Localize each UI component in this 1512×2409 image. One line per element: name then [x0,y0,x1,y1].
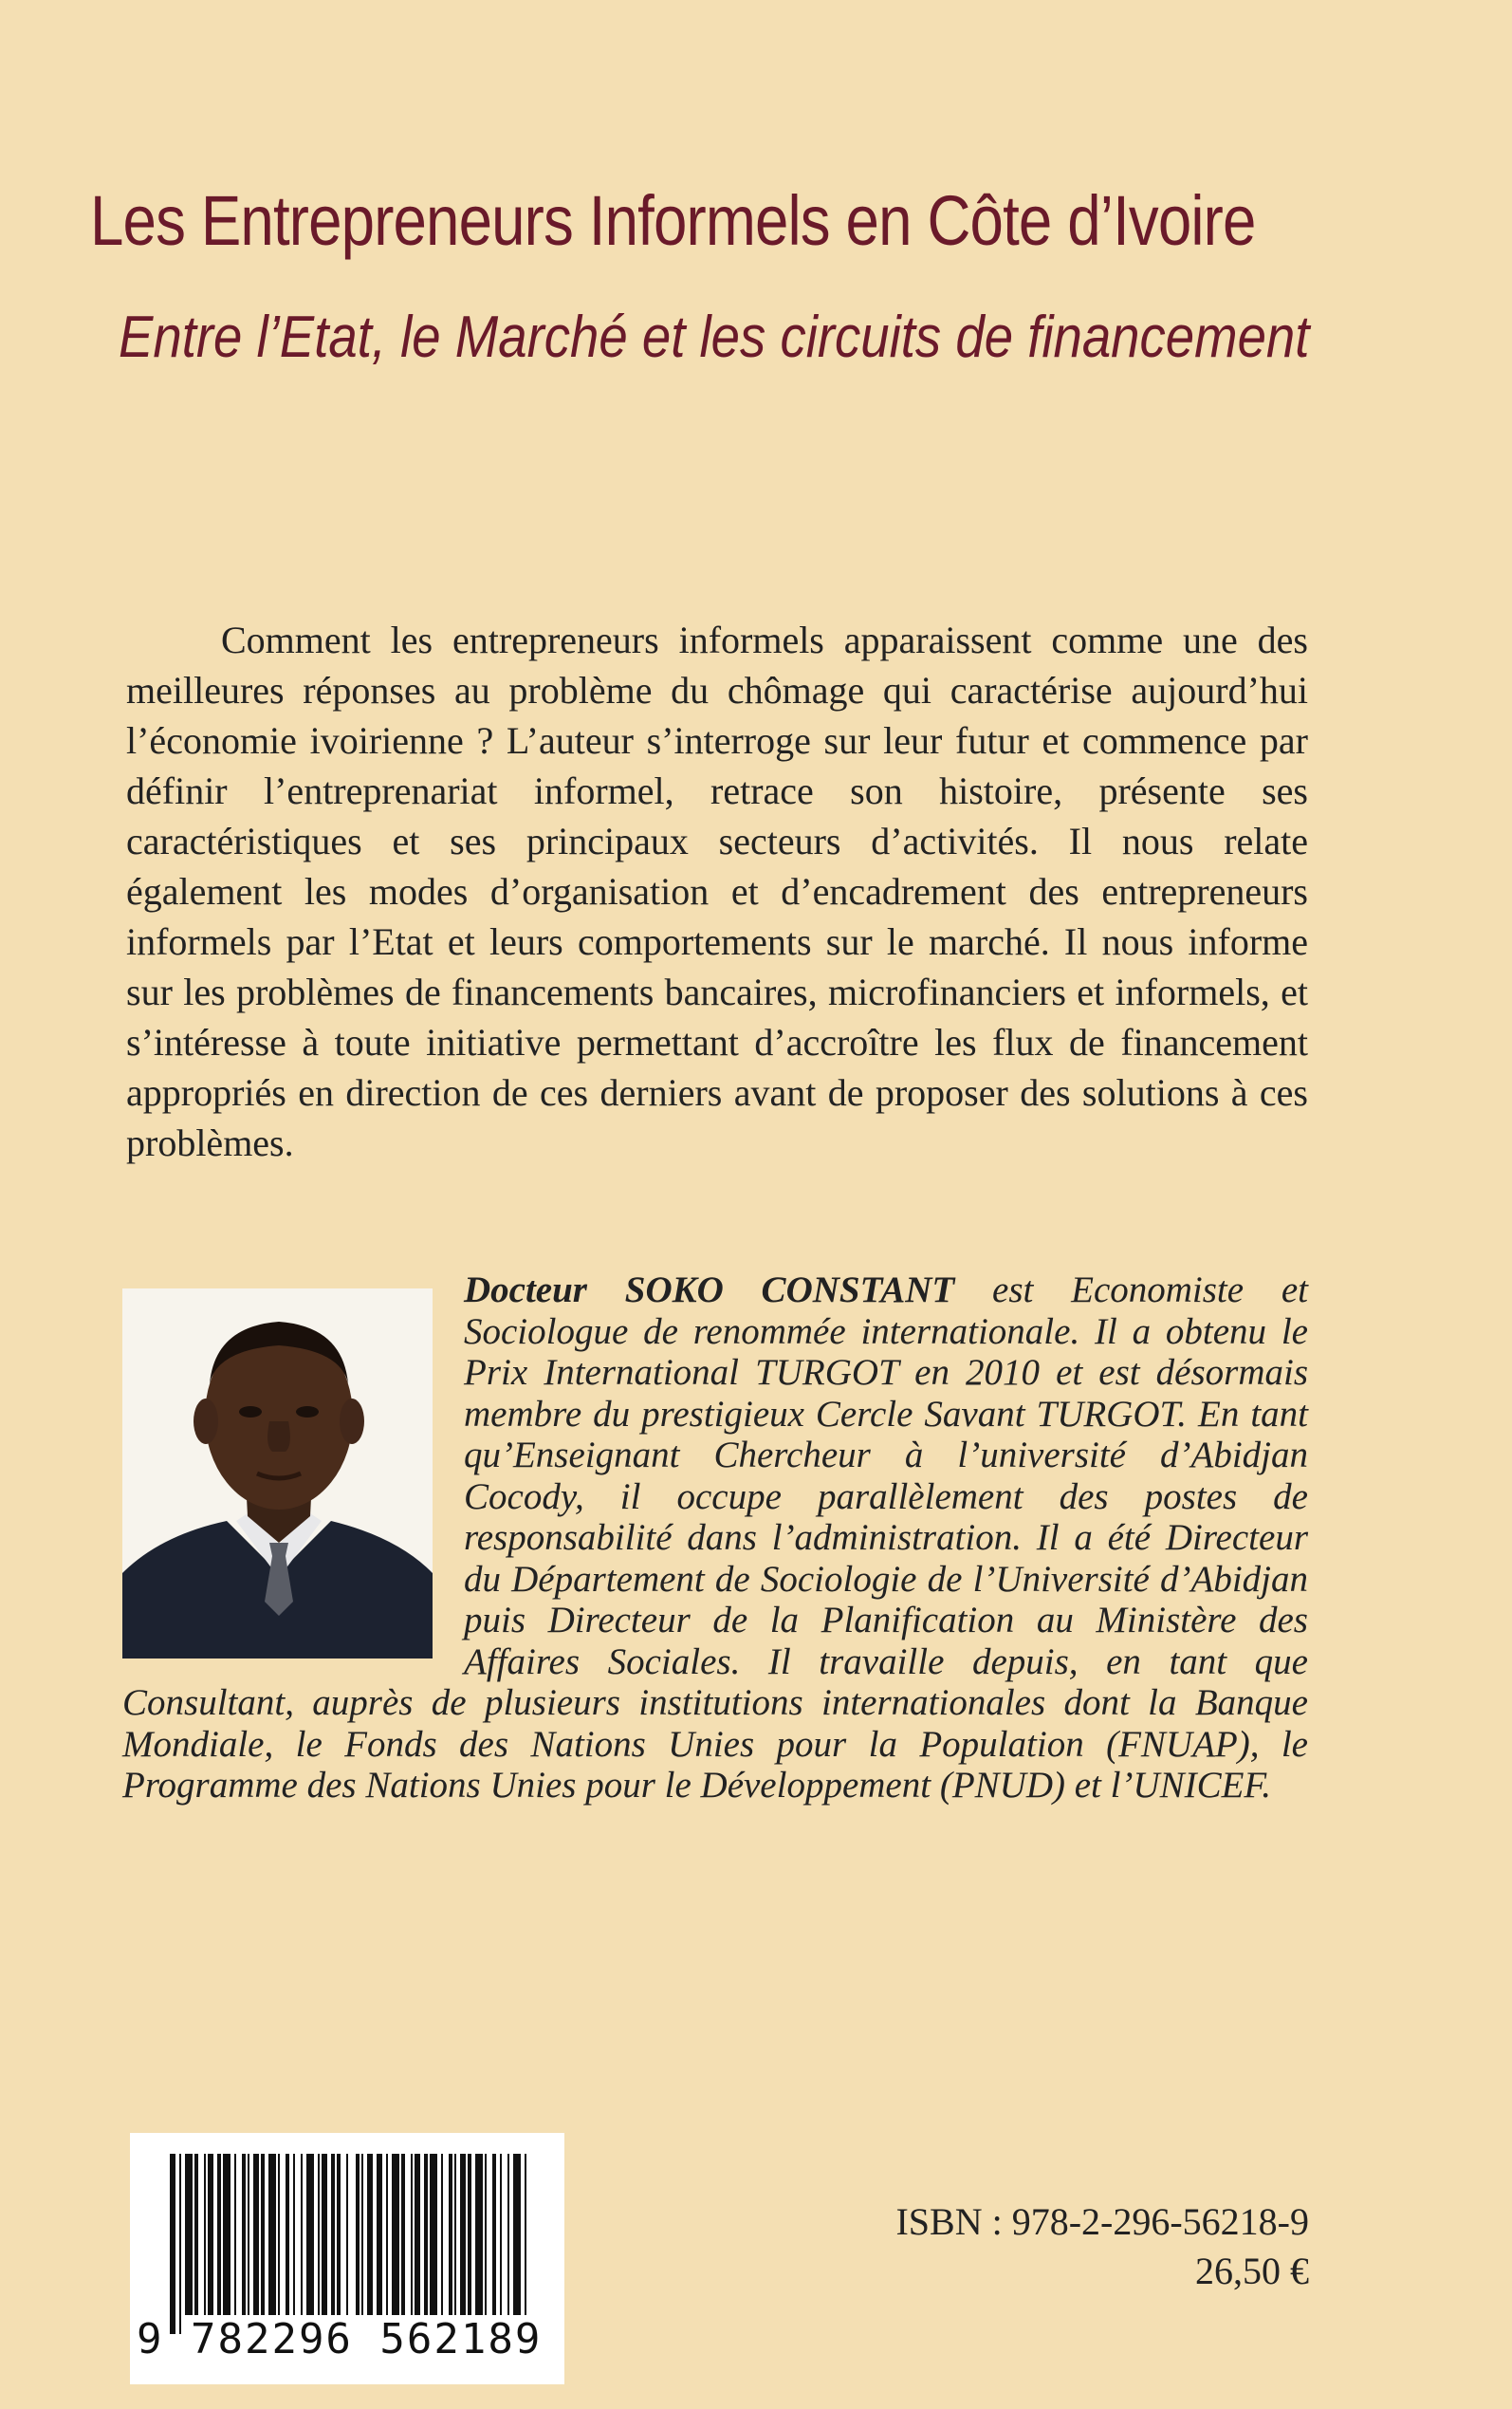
barcode-bar [475,2154,483,2315]
barcode-number: 9 782296 562189 [137,2315,543,2363]
barcode-bar [261,2154,265,2315]
barcode-bar [217,2154,221,2315]
barcode-bar [204,2154,206,2315]
barcode-bar [331,2154,335,2315]
barcode-bar [460,2154,466,2315]
barcode-bar [318,2154,320,2315]
isbn: ISBN : 978-2-296-56218-9 [895,2200,1309,2243]
barcode-bar [492,2154,496,2315]
barcode-bar [392,2154,399,2315]
barcode-bar [507,2154,509,2315]
barcode-bar [346,2154,348,2315]
barcode-bar [424,2154,428,2315]
barcode-bar [525,2154,526,2315]
barcode-bar [170,2154,175,2334]
barcode-bar [454,2154,456,2315]
barcode-bar [386,2154,388,2315]
barcode-bar [485,2154,487,2315]
barcode-bar [253,2154,259,2315]
barcode-bar [361,2154,363,2315]
barcode-bar [234,2154,236,2315]
barcode-bar [415,2154,420,2315]
author-bio [122,1269,1308,1807]
barcode-bar [301,2154,303,2315]
barcode-bar [242,2154,246,2315]
barcode-bar [468,2154,471,2315]
barcode-bar [194,2154,198,2315]
barcode-bar [337,2154,341,2315]
barcode-bar [248,2154,249,2315]
price: 26,50 € [1195,2250,1309,2292]
barcode-bar [278,2154,280,2315]
barcode-bar [430,2154,437,2315]
barcode-bar [513,2154,521,2315]
barcode-bar [223,2154,230,2315]
barcode-bar [356,2154,360,2315]
barcode-bar [377,2154,382,2315]
book-subtitle: Entre l’Etat, le Marché et les circuits de financement [119,305,1310,370]
barcode-bar [367,2154,373,2315]
barcode-bar [268,2154,276,2315]
barcode-bar [185,2154,193,2315]
barcode-bar [500,2154,502,2315]
barcode-bar [306,2154,314,2315]
book-title: Les Entrepreneurs Informels en Côte d’Ivoire [90,181,1256,260]
barcode-bar [208,2154,213,2315]
summary-text: Comment les entrepreneurs informels apparaissent comme une des meilleures réponses au problème du chômage qui caractérise aujourd’hui l’économie ivoirienne ? L’auteur s’interroge sur leur futur et commence par définir l’entreprenariat informel, retrace son histoire, présente ses caractéristiques et ses principaux secteurs d’activités. Il nous relate également les modes d’organisation et d’encadrement des entrepreneurs informels par l’Etat et leurs comportements sur le marché. Il nous informe sur les problèmes de financements bancaires, microfinanciers et informels, et s’intéresse à toute initiative permettant d’accroître les flux de financement appropriés en direction de ces derniers avant de proposer des solutions à ces problèmes. [126,619,1308,1164]
author-bio-text: est Economiste et Sociologue de renommée internationale. Il a obtenu le Prix International TURGOT en 2010 et est désormais membre du prestigieux Cercle Savant TURGOT. En tant qu’Enseignant Chercheur à l’université d’Abidjan Cocody, il occupe parallèlement des postes de responsabilité dans l’administration. Il a été Directeur du Département de Sociologie de l’Université d’Abidjan puis Directeur de la Planification au Ministère des Affaires Sociales. Il travaille depuis, en tant que Consultant, auprès de plusieurs institutions internationales dont la Banque Mondiale, le Fonds des Nations Unies pour la Population (FNUAP), le Programme des Nations Unies pour le Développement (PNUD) et l’UNICEF. [122,1269,1308,1806]
barcode-bar [286,2154,289,2315]
barcode-bar [401,2154,405,2315]
barcode-bar [411,2154,413,2315]
author-name: Docteur SOKO CONSTANT [464,1269,955,1310]
barcode-bar [322,2154,327,2315]
barcode-bar [449,2154,452,2315]
barcode-bar [179,2154,181,2334]
barcode-bar [293,2154,295,2315]
barcode-bar [441,2154,443,2315]
